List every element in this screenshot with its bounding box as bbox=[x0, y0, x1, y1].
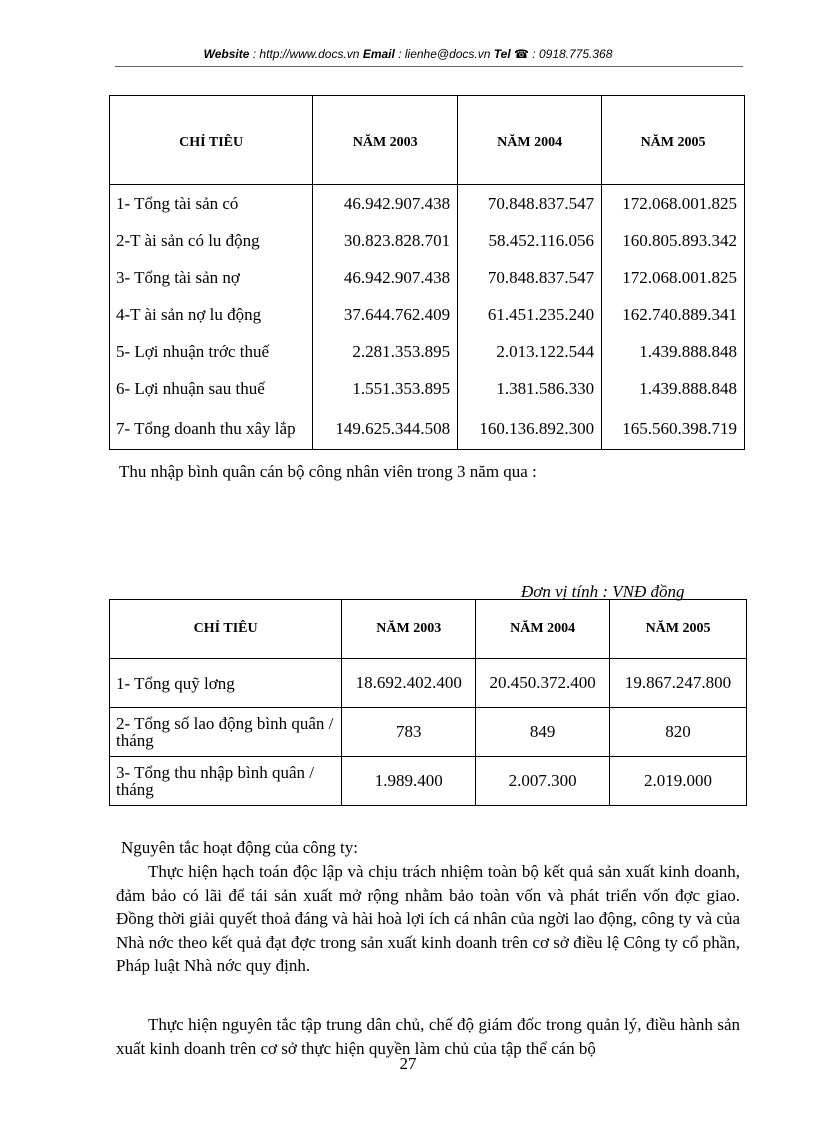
cell-value: 172.068.001.825 bbox=[602, 185, 745, 223]
row-label: 2-T ài sản có lu động bbox=[110, 222, 313, 259]
cell-value: 2.007.300 bbox=[476, 757, 610, 806]
cell-value: 70.848.837.547 bbox=[458, 259, 602, 296]
table-row bbox=[110, 407, 745, 450]
row-label: 3- Tổng tài sản nợ bbox=[110, 259, 313, 296]
cell-value: 58.452.116.056 bbox=[458, 222, 602, 259]
table-row bbox=[110, 296, 745, 333]
row-label: 1- Tổng quỹ lơng bbox=[110, 659, 342, 708]
table-row bbox=[110, 708, 747, 757]
email-label: Email bbox=[362, 47, 395, 61]
cell-value: 20.450.372.400 bbox=[476, 659, 610, 708]
row-label: 1- Tổng tài sản có bbox=[110, 185, 313, 223]
cell-value: 1.989.400 bbox=[342, 757, 476, 806]
table-row bbox=[110, 259, 745, 296]
tel-label: Tel ☎ bbox=[493, 47, 529, 61]
table-header: NĂM 2004 bbox=[458, 96, 602, 185]
cell-value: 1.439.888.848 bbox=[602, 333, 745, 370]
cell-value: 783 bbox=[342, 708, 476, 757]
page-header bbox=[0, 47, 816, 61]
unit-label: Đơn vị tính : VNĐ đồng bbox=[521, 582, 685, 601]
table-header: CHỈ TIÊU bbox=[110, 600, 342, 659]
cell-value: 30.823.828.701 bbox=[313, 222, 458, 259]
income-note: Thu nhập bình quân cán bộ công nhân viên trong 3 năm qua : bbox=[119, 462, 537, 481]
row-label: 6- Lợi nhuận sau thuế bbox=[110, 370, 313, 407]
cell-value: 1.381.586.330 bbox=[458, 370, 602, 407]
table-row bbox=[110, 659, 747, 708]
cell-value: 2.281.353.895 bbox=[313, 333, 458, 370]
cell-value: 46.942.907.438 bbox=[313, 185, 458, 223]
paragraph: Thực hiện nguyên tắc tập trung dân chủ, chế độ giám đốc trong quản lý, điều hành sản xuất kinh doanh trên cơ sở thực hiện quyền làm chủ của tập thể cán bộ bbox=[116, 1015, 740, 1058]
table-row bbox=[110, 757, 747, 806]
table-header: NĂM 2003 bbox=[342, 600, 476, 659]
page-number: 27 bbox=[399, 1054, 417, 1073]
cell-value: 165.560.398.719 bbox=[602, 407, 745, 450]
table-row bbox=[110, 370, 745, 407]
row-label: 3- Tổng thu nhập bình quân / tháng bbox=[110, 757, 342, 806]
header-rule bbox=[115, 66, 743, 67]
table-header-row bbox=[110, 96, 745, 185]
table-row bbox=[110, 333, 745, 370]
row-label: 4-T ài sản nợ lu động bbox=[110, 296, 313, 333]
table-header: NĂM 2005 bbox=[610, 600, 747, 659]
table-header: NĂM 2003 bbox=[313, 96, 458, 185]
cell-value: 1.439.888.848 bbox=[602, 370, 745, 407]
website-value: : http://www.docs.vn bbox=[252, 47, 360, 61]
cell-value: 37.644.762.409 bbox=[313, 296, 458, 333]
cell-value: 70.848.837.547 bbox=[458, 185, 602, 223]
table-header: NĂM 2004 bbox=[476, 600, 610, 659]
financial-table bbox=[109, 95, 745, 450]
cell-value: 2.019.000 bbox=[610, 757, 747, 806]
website-label: Website bbox=[203, 47, 250, 61]
email-value: : lienhe@docs.vn bbox=[398, 47, 491, 61]
cell-value: 46.942.907.438 bbox=[313, 259, 458, 296]
section-title: Nguyên tắc hoạt động của công ty: bbox=[121, 838, 358, 857]
cell-value: 61.451.235.240 bbox=[458, 296, 602, 333]
cell-value: 1.551.353.895 bbox=[313, 370, 458, 407]
cell-value: 849 bbox=[476, 708, 610, 757]
table-header: CHỈ TIÊU bbox=[110, 96, 313, 185]
cell-value: 19.867.247.800 bbox=[610, 659, 747, 708]
table-header: NĂM 2005 bbox=[602, 96, 745, 185]
cell-value: 820 bbox=[610, 708, 747, 757]
cell-value: 2.013.122.544 bbox=[458, 333, 602, 370]
row-label: 5- Lợi nhuận trớc thuế bbox=[110, 333, 313, 370]
cell-value: 149.625.344.508 bbox=[313, 407, 458, 450]
cell-value: 162.740.889.341 bbox=[602, 296, 745, 333]
cell-value: 18.692.402.400 bbox=[342, 659, 476, 708]
row-label: 7- Tổng doanh thu xây lắp bbox=[110, 407, 313, 450]
cell-value: 172.068.001.825 bbox=[602, 259, 745, 296]
cell-value: 160.136.892.300 bbox=[458, 407, 602, 450]
tel-value: : 0918.775.368 bbox=[532, 47, 613, 61]
table-row bbox=[110, 185, 745, 223]
income-table bbox=[109, 599, 747, 806]
cell-value: 160.805.893.342 bbox=[602, 222, 745, 259]
row-label: 2- Tổng số lao động bình quân / tháng bbox=[110, 708, 342, 757]
table-row bbox=[110, 222, 745, 259]
table-header-row bbox=[110, 600, 747, 659]
paragraph: Thực hiện hạch toán độc lập và chịu trách nhiệm toàn bộ kết quả sản xuất kinh doanh, đảm bảo có lãi để tái sản xuất mở rộng nhằm bảo toàn vốn và phát triển vốn đợc giao. Đồng thời giải quyết thoả đáng và hài hoà lợi ích cá nhân của ngời lao động, công ty và của Nhà nớc theo kết quả đạt đợc trong sản xuất kinh doanh trên cơ sở điều lệ Công ty cổ phần, Pháp luật Nhà nớc quy định. bbox=[116, 862, 740, 975]
